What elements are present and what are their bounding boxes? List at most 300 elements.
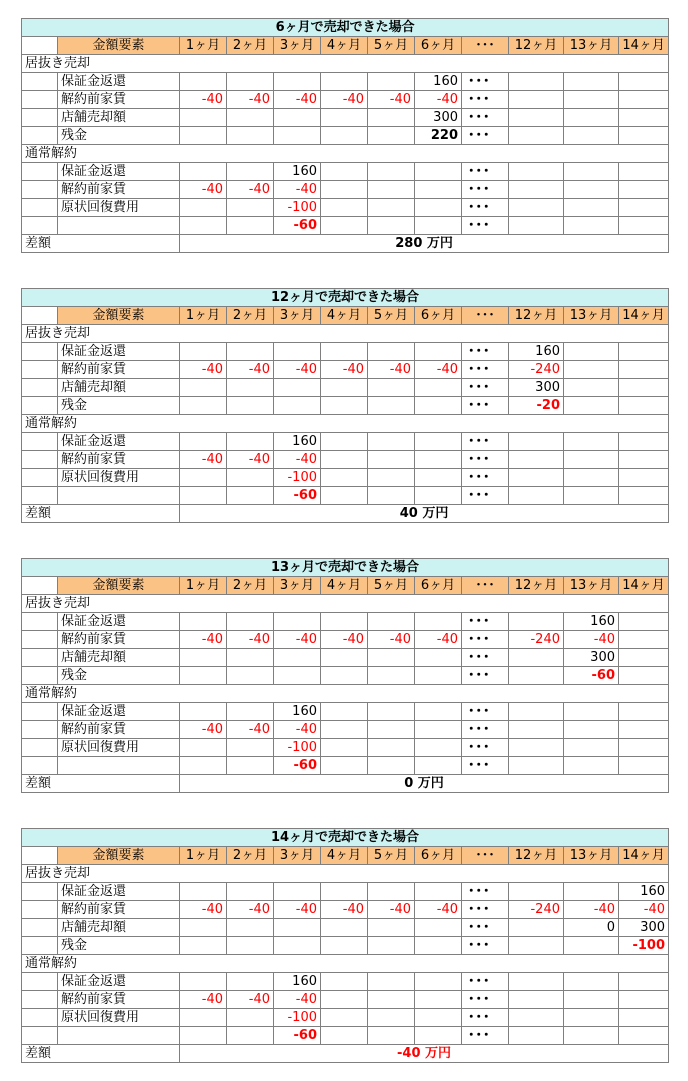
value-cell	[368, 739, 415, 757]
value-cell	[564, 1009, 619, 1027]
indent-cell	[22, 487, 58, 505]
ellipsis-cell: ･･･	[462, 703, 509, 721]
indent-cell	[22, 991, 58, 1009]
difference-label: 差額	[22, 1045, 180, 1063]
column-header: 5ヶ月	[368, 307, 415, 325]
value-cell: -40	[180, 721, 227, 739]
row-label: 解約前家賃	[58, 631, 180, 649]
column-header: 14ヶ月	[619, 847, 669, 865]
row-label: 保証金返還	[58, 343, 180, 361]
value-cell	[368, 883, 415, 901]
value-cell	[321, 379, 368, 397]
row-label: 店舗売却額	[58, 919, 180, 937]
value-cell	[509, 991, 564, 1009]
value-cell: -40	[180, 91, 227, 109]
value-cell: -40	[321, 91, 368, 109]
ellipsis-cell: ･･･	[462, 163, 509, 181]
difference-label: 差額	[22, 235, 180, 253]
value-cell	[321, 487, 368, 505]
value-cell	[227, 1027, 274, 1045]
value-cell	[509, 181, 564, 199]
value-cell	[509, 469, 564, 487]
value-cell	[227, 73, 274, 91]
row-label: 残金	[58, 937, 180, 955]
value-cell	[619, 1009, 669, 1027]
value-cell	[180, 397, 227, 415]
value-cell	[368, 721, 415, 739]
value-cell: 160	[274, 163, 321, 181]
difference-row	[22, 505, 669, 523]
value-cell: 300	[619, 919, 669, 937]
row-label	[58, 1027, 180, 1045]
value-cell: 160	[274, 973, 321, 991]
value-cell: -40	[274, 361, 321, 379]
section-row	[22, 955, 669, 973]
value-cell	[509, 883, 564, 901]
table-title: 14ヶ月で売却できた場合	[22, 829, 669, 847]
value-cell	[368, 127, 415, 145]
value-cell	[321, 919, 368, 937]
section-row	[22, 595, 669, 613]
value-cell	[415, 397, 462, 415]
indent-cell	[22, 109, 58, 127]
row-label: 原状回復費用	[58, 469, 180, 487]
value-cell	[180, 487, 227, 505]
value-cell: 300	[415, 109, 462, 127]
header-row	[22, 307, 669, 325]
column-header: 14ヶ月	[619, 577, 669, 595]
table-row	[22, 181, 669, 199]
value-cell	[415, 667, 462, 685]
value-cell	[564, 883, 619, 901]
section-label: 通常解約	[22, 415, 669, 433]
column-header: 6ヶ月	[415, 847, 462, 865]
ellipsis-cell: ･･･	[462, 631, 509, 649]
row-label: 解約前家賃	[58, 991, 180, 1009]
section-row	[22, 685, 669, 703]
value-cell	[415, 1009, 462, 1027]
value-cell	[227, 469, 274, 487]
value-cell	[619, 181, 669, 199]
value-cell: -40	[180, 631, 227, 649]
value-cell	[321, 1027, 368, 1045]
value-cell	[368, 937, 415, 955]
value-cell	[227, 757, 274, 775]
value-cell	[227, 703, 274, 721]
row-label: 解約前家賃	[58, 361, 180, 379]
value-cell	[509, 1009, 564, 1027]
value-cell	[321, 613, 368, 631]
value-cell	[509, 73, 564, 91]
value-cell	[619, 361, 669, 379]
ellipsis-cell: ･･･	[462, 721, 509, 739]
value-cell	[619, 487, 669, 505]
table-row	[22, 631, 669, 649]
table-row	[22, 217, 669, 235]
value-cell	[619, 91, 669, 109]
column-header: 6ヶ月	[415, 577, 462, 595]
column-header: 5ヶ月	[368, 847, 415, 865]
title-row	[22, 289, 669, 307]
value-cell	[227, 379, 274, 397]
indent-cell	[22, 973, 58, 991]
indent-cell	[22, 1009, 58, 1027]
row-label: 解約前家賃	[58, 451, 180, 469]
ellipsis-cell: ･･･	[462, 181, 509, 199]
table-row	[22, 1009, 669, 1027]
value-cell	[368, 199, 415, 217]
table-row	[22, 937, 669, 955]
value-cell	[368, 1009, 415, 1027]
indent-cell	[22, 649, 58, 667]
column-header: 3ヶ月	[274, 577, 321, 595]
table-row	[22, 433, 669, 451]
ellipsis-cell: ･･･	[462, 91, 509, 109]
value-cell	[368, 703, 415, 721]
value-cell	[415, 181, 462, 199]
value-cell	[564, 487, 619, 505]
column-header: 4ヶ月	[321, 847, 368, 865]
row-label: 原状回復費用	[58, 199, 180, 217]
difference-value: 0 万円	[180, 775, 669, 793]
column-header: 14ヶ月	[619, 37, 669, 55]
column-header: 1ヶ月	[180, 37, 227, 55]
column-header: 12ヶ月	[509, 577, 564, 595]
section-label: 居抜き売却	[22, 325, 669, 343]
value-cell	[509, 91, 564, 109]
value-cell	[180, 739, 227, 757]
value-cell	[564, 109, 619, 127]
value-cell: -40	[368, 901, 415, 919]
value-cell: -100	[274, 739, 321, 757]
value-cell	[321, 199, 368, 217]
header-row	[22, 577, 669, 595]
column-header: 5ヶ月	[368, 577, 415, 595]
row-label: 残金	[58, 667, 180, 685]
column-header: 4ヶ月	[321, 577, 368, 595]
column-header: 金額要素	[58, 577, 180, 595]
value-cell	[619, 631, 669, 649]
value-cell	[564, 721, 619, 739]
value-cell	[415, 613, 462, 631]
value-cell	[368, 379, 415, 397]
value-cell	[180, 217, 227, 235]
ellipsis-cell: ･･･	[462, 973, 509, 991]
value-cell: -240	[509, 631, 564, 649]
value-cell: -240	[509, 361, 564, 379]
column-header: 2ヶ月	[227, 307, 274, 325]
value-cell	[415, 883, 462, 901]
value-cell	[274, 127, 321, 145]
indent-cell	[22, 199, 58, 217]
value-cell	[509, 613, 564, 631]
value-cell: -40	[274, 451, 321, 469]
value-cell	[619, 1027, 669, 1045]
indent-cell	[22, 127, 58, 145]
indent-cell	[22, 937, 58, 955]
value-cell	[368, 451, 415, 469]
value-cell: 300	[564, 649, 619, 667]
value-cell	[180, 703, 227, 721]
value-cell	[180, 1009, 227, 1027]
indent-cell	[22, 667, 58, 685]
column-header: 13ヶ月	[564, 847, 619, 865]
title-row	[22, 559, 669, 577]
value-cell	[415, 451, 462, 469]
column-header: 13ヶ月	[564, 307, 619, 325]
value-cell	[509, 649, 564, 667]
value-cell	[619, 73, 669, 91]
ellipsis-cell: ･･･	[462, 901, 509, 919]
value-cell	[509, 1027, 564, 1045]
table-title: 12ヶ月で売却できた場合	[22, 289, 669, 307]
value-cell	[368, 109, 415, 127]
column-header: 2ヶ月	[227, 847, 274, 865]
column-header: 12ヶ月	[509, 307, 564, 325]
row-label: 残金	[58, 127, 180, 145]
value-cell	[227, 973, 274, 991]
difference-label: 差額	[22, 505, 180, 523]
value-cell: 220	[415, 127, 462, 145]
value-cell	[274, 343, 321, 361]
value-cell	[321, 127, 368, 145]
value-cell	[619, 163, 669, 181]
value-cell	[619, 613, 669, 631]
scenario-table	[21, 558, 668, 793]
value-cell	[321, 109, 368, 127]
value-cell	[368, 433, 415, 451]
value-cell: -40	[227, 991, 274, 1009]
value-cell	[321, 667, 368, 685]
value-cell	[564, 181, 619, 199]
value-cell	[415, 649, 462, 667]
ellipsis-cell: ･･･	[462, 937, 509, 955]
value-cell	[321, 991, 368, 1009]
value-cell	[619, 757, 669, 775]
section-label: 通常解約	[22, 955, 669, 973]
indent-cell	[22, 901, 58, 919]
value-cell	[619, 991, 669, 1009]
value-cell	[415, 973, 462, 991]
value-cell	[368, 613, 415, 631]
value-cell	[227, 163, 274, 181]
value-cell: -240	[509, 901, 564, 919]
value-cell	[415, 991, 462, 1009]
table-row	[22, 343, 669, 361]
value-cell	[321, 757, 368, 775]
value-cell	[619, 451, 669, 469]
value-cell	[227, 217, 274, 235]
ellipsis-cell: ･･･	[462, 1027, 509, 1045]
column-header: 3ヶ月	[274, 847, 321, 865]
value-cell	[415, 757, 462, 775]
value-cell	[368, 1027, 415, 1045]
ellipsis-cell: ･･･	[462, 343, 509, 361]
value-cell	[564, 217, 619, 235]
column-header: 1ヶ月	[180, 307, 227, 325]
title-row	[22, 19, 669, 37]
value-cell: -40	[321, 901, 368, 919]
value-cell: -60	[274, 757, 321, 775]
value-cell: -60	[564, 667, 619, 685]
table-row	[22, 883, 669, 901]
value-cell	[509, 703, 564, 721]
value-cell	[619, 379, 669, 397]
indent-cell	[22, 397, 58, 415]
value-cell	[564, 199, 619, 217]
value-cell	[321, 217, 368, 235]
value-cell	[509, 739, 564, 757]
value-cell	[509, 721, 564, 739]
table-row	[22, 487, 669, 505]
value-cell	[368, 217, 415, 235]
value-cell	[619, 649, 669, 667]
difference-row	[22, 235, 669, 253]
value-cell	[564, 379, 619, 397]
value-cell	[368, 757, 415, 775]
value-cell	[619, 199, 669, 217]
value-cell	[415, 937, 462, 955]
section-row	[22, 145, 669, 163]
table-row	[22, 757, 669, 775]
value-cell	[368, 667, 415, 685]
value-cell	[180, 649, 227, 667]
value-cell	[227, 397, 274, 415]
column-header: 金額要素	[58, 847, 180, 865]
value-cell	[321, 73, 368, 91]
row-label	[58, 217, 180, 235]
value-cell	[274, 73, 321, 91]
value-cell: -40	[274, 901, 321, 919]
indent-cell	[22, 73, 58, 91]
value-cell	[564, 163, 619, 181]
value-cell: 160	[274, 433, 321, 451]
table-row	[22, 721, 669, 739]
value-cell	[509, 433, 564, 451]
row-label: 店舗売却額	[58, 649, 180, 667]
value-cell	[321, 163, 368, 181]
value-cell	[321, 469, 368, 487]
indent-cell	[22, 1027, 58, 1045]
table-row	[22, 379, 669, 397]
value-cell: -40	[227, 361, 274, 379]
value-cell	[368, 991, 415, 1009]
value-cell	[180, 1027, 227, 1045]
value-cell	[180, 109, 227, 127]
value-cell: -40	[227, 181, 274, 199]
ellipsis-cell: ･･･	[462, 109, 509, 127]
value-cell: -40	[180, 361, 227, 379]
table-row	[22, 901, 669, 919]
value-cell: -100	[274, 1009, 321, 1027]
value-cell: -40	[368, 361, 415, 379]
value-cell: -40	[564, 901, 619, 919]
value-cell: -100	[619, 937, 669, 955]
value-cell: 160	[509, 343, 564, 361]
value-cell	[509, 217, 564, 235]
indent-cell	[22, 469, 58, 487]
value-cell	[619, 973, 669, 991]
section-label: 通常解約	[22, 145, 669, 163]
table-title: 13ヶ月で売却できた場合	[22, 559, 669, 577]
table-row	[22, 163, 669, 181]
value-cell	[415, 217, 462, 235]
value-cell	[509, 199, 564, 217]
row-label: 保証金返還	[58, 613, 180, 631]
indent-cell	[22, 343, 58, 361]
value-cell	[415, 721, 462, 739]
table-row	[22, 109, 669, 127]
value-cell: 160	[619, 883, 669, 901]
ellipsis-cell: ･･･	[462, 919, 509, 937]
value-cell	[619, 721, 669, 739]
value-cell	[619, 127, 669, 145]
section-row	[22, 325, 669, 343]
value-cell	[321, 397, 368, 415]
ellipsis-cell: ･･･	[462, 757, 509, 775]
indent-cell	[22, 361, 58, 379]
value-cell	[274, 613, 321, 631]
ellipsis-cell: ･･･	[462, 127, 509, 145]
value-cell	[321, 649, 368, 667]
value-cell	[368, 973, 415, 991]
ellipsis-cell: ･･･	[462, 361, 509, 379]
indent-cell	[22, 379, 58, 397]
table-row	[22, 649, 669, 667]
table-row	[22, 127, 669, 145]
value-cell	[180, 163, 227, 181]
row-label	[58, 487, 180, 505]
row-label	[58, 757, 180, 775]
column-header: ･･･	[462, 37, 509, 55]
value-cell	[415, 919, 462, 937]
value-cell	[619, 217, 669, 235]
value-cell	[619, 433, 669, 451]
value-cell	[619, 739, 669, 757]
difference-value: -40 万円	[180, 1045, 669, 1063]
indent-cell	[22, 451, 58, 469]
value-cell	[180, 343, 227, 361]
ellipsis-cell: ･･･	[462, 883, 509, 901]
value-cell	[274, 919, 321, 937]
column-header: 6ヶ月	[415, 307, 462, 325]
value-cell: -100	[274, 469, 321, 487]
row-label: 解約前家賃	[58, 91, 180, 109]
value-cell	[368, 649, 415, 667]
value-cell: -40	[415, 631, 462, 649]
column-header: 12ヶ月	[509, 847, 564, 865]
ellipsis-cell: ･･･	[462, 433, 509, 451]
value-cell	[509, 667, 564, 685]
value-cell	[415, 1027, 462, 1045]
value-cell: -40	[415, 91, 462, 109]
value-cell	[274, 649, 321, 667]
value-cell	[180, 919, 227, 937]
ellipsis-cell: ･･･	[462, 991, 509, 1009]
value-cell: 300	[509, 379, 564, 397]
value-cell	[368, 469, 415, 487]
row-label: 保証金返還	[58, 433, 180, 451]
value-cell	[509, 127, 564, 145]
column-header: 13ヶ月	[564, 577, 619, 595]
value-cell	[564, 91, 619, 109]
table-title: 6ヶ月で売却できた場合	[22, 19, 669, 37]
value-cell: -100	[274, 199, 321, 217]
ellipsis-cell: ･･･	[462, 199, 509, 217]
header-blank	[22, 37, 58, 55]
section-label: 通常解約	[22, 685, 669, 703]
ellipsis-cell: ･･･	[462, 469, 509, 487]
